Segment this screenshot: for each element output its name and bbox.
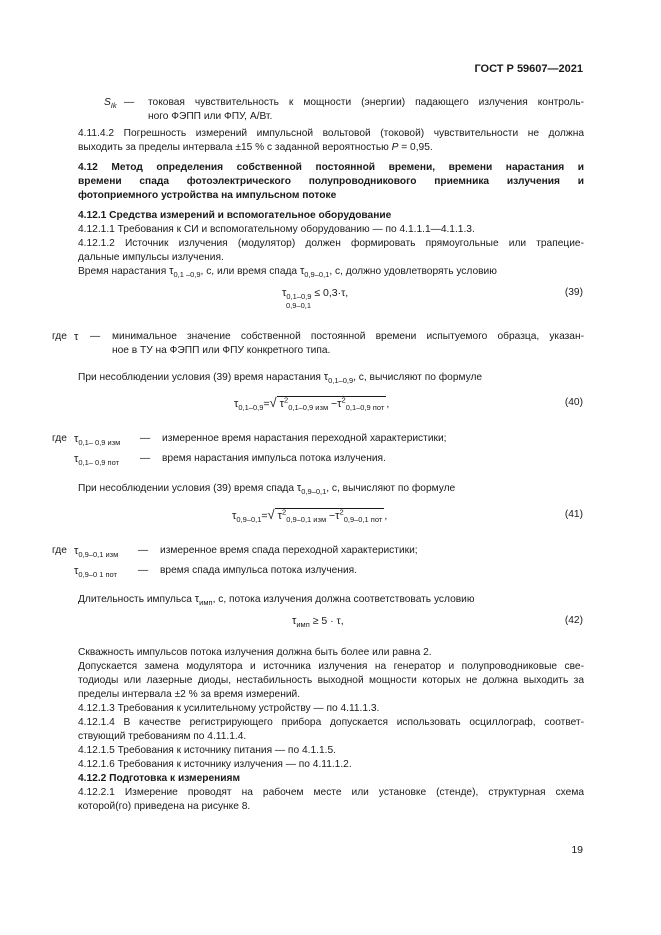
- paragraph-line: 4.12.2.1 Измерение проводят на рабочем месте или установке (стенде), структурная схема: [78, 787, 584, 798]
- definition-dash: —: [90, 331, 101, 342]
- paragraph-4-12-1-6: 4.12.1.6 Требования к источнику излучения — по 4.11.1.2.: [78, 759, 352, 770]
- formula-40: $\tau_{0,1-0,9}=√$ $\tau^2_{0,1-0,9 изм} -\tau^2_{0,1-0,9 пот}$ ,: [234, 395, 390, 413]
- paragraph-4-12-1-1: 4.12.1.1 Требования к СИ и вспомогательному оборудованию — по 4.1.1.1—4.1.1.3.: [78, 224, 475, 235]
- symbol-s: $S_{Ik}$: [104, 97, 117, 111]
- paragraph-line: тодиоды или лазерные диоды, нестабильность выходной мощности которых не должна выходить за: [78, 675, 584, 686]
- paragraph-line: ствующий требованиям по 4.11.1.4.: [78, 731, 247, 742]
- definition-dash: —: [140, 453, 151, 464]
- where-label: где: [52, 545, 67, 556]
- formula-41: $\tau_{0,9-0,1}=√$ $\tau^2_{0,9-0,1 изм} -\tau^2_{0,9-0,1 пот}$ ,: [232, 507, 388, 525]
- definition-line: ного ФЭПП или ФПУ, А/Вт.: [148, 111, 273, 122]
- formula-number-39: (39): [564, 287, 583, 298]
- tau-fall-flux-symbol: $\tau_{0,9-0 1 пот}$: [74, 565, 117, 580]
- rise-condition-text: При несоблюдении условия (39) время нарастания $\tau_{0,1-0,9}$, с, вычисляют по формуле: [78, 371, 483, 386]
- paragraph-line: которой(го) приведена на рисунке 8.: [78, 801, 251, 812]
- formula-39: $\tau_{0,1-0,9} \le 0,3\cdot\tau$,: [282, 287, 349, 302]
- document-code: ГОСТ Р 59607—2021: [474, 63, 583, 75]
- tau-symbol: τ: [74, 331, 79, 343]
- paragraph-4-12-2-1: [78, 786, 584, 814]
- paragraph-4-12-1-4: [78, 716, 584, 744]
- paragraph-duty-cycle: Скважность импульсов потока излучения должна быть более или равна 2.: [78, 647, 432, 658]
- heading-line: 4.12 Метод определения собственной постоянной времени, времени нарастания и: [78, 162, 584, 173]
- formula-number-40: (40): [564, 397, 583, 408]
- definition-text: время спада импульса потока излучения.: [160, 565, 358, 576]
- paragraph-line: выходить за пределы интервала ±15 % с заданной вероятностью P = 0,95.: [78, 142, 433, 153]
- pulse-duration-text: Длительность импульса $\tau_{имп}$, с, потока излучения должна соответствовать условию: [78, 593, 475, 608]
- paragraph-line: 4.12.1.4 В качестве регистрирующего прибора допускается использовать осциллограф, соответ-: [78, 717, 584, 728]
- formula-number-41: (41): [564, 509, 583, 520]
- tau-fall-measured-symbol: $\tau_{0,9-0,1 изм}$: [74, 545, 119, 560]
- definition-line: минимальное значение собственной постоянной времени испытуемого образца, указан-: [112, 331, 584, 342]
- section-heading-4-12: [78, 161, 584, 203]
- rise-fall-condition-text: Время нарастания $\tau_{0,1 -0,9}$, с, или время спада $\tau_{0,9-0,1}$, с, должно удовлетворять условию: [78, 265, 497, 280]
- paragraph-line: пределы интервала ±2 % за время измерений.: [78, 689, 301, 700]
- paragraph-4-11-4-2: [78, 127, 584, 155]
- definition-dash: —: [138, 565, 149, 576]
- where-label: где: [52, 433, 67, 444]
- page-number: 19: [571, 844, 583, 856]
- where-label: где: [52, 331, 67, 342]
- definition-dash: —: [140, 433, 151, 444]
- heading-line: фотоприемного устройства на импульсном потоке: [78, 190, 337, 201]
- paragraph-4-12-1-5: 4.12.1.5 Требования к источнику питания — по 4.1.1.5.: [78, 745, 336, 756]
- where-40-definitions: [52, 432, 584, 466]
- definition-dash: —: [138, 545, 149, 556]
- section-heading-4-12-2: 4.12.2 Подготовка к измерениям: [78, 773, 241, 784]
- definition-text: измеренное время нарастания переходной характеристики;: [162, 433, 447, 444]
- fall-condition-text: При несоблюдении условия (39) время спада $\tau_{0,9-0,1}$, с, вычисляют по формуле: [78, 482, 456, 497]
- formula-number-42: (42): [564, 615, 583, 626]
- formula-42: $\tau_{имп} \ge 5 \cdot \tau$,: [292, 615, 344, 630]
- tau-rise-measured-symbol: $\tau_{0,1- 0,9 изм}$: [74, 433, 121, 448]
- paragraph-4-12-1-3: 4.12.1.3 Требования к усилительному устройству — по 4.11.1.3.: [78, 703, 380, 714]
- heading-line: времени спада фотоэлектрического полупроводникового приемника излучения и: [78, 176, 584, 187]
- tau-rise-flux-symbol: $\tau_{0,1- 0,9 пот}$: [74, 453, 120, 468]
- where-41-definitions: [52, 544, 584, 578]
- paragraph-line: дальные импульсы излучения.: [78, 252, 224, 263]
- definition-text: время нарастания импульса потока излучения.: [162, 453, 386, 464]
- definition-dash: —: [124, 97, 135, 108]
- definition-line: ное в ТУ на ФЭПП или ФПУ конкретного типа.: [112, 345, 331, 356]
- paragraph-line: 4.11.4.2 Погрешность измерений импульсной вольтовой (токовой) чувствительности не должна: [78, 128, 584, 139]
- paragraph-line: 4.12.1.2 Источник излучения (модулятор) должен формировать прямоугольные или трапецие-: [78, 238, 584, 249]
- formula-39-second-subscript: 0,9–0,1: [286, 301, 312, 310]
- paragraph-replacement: [78, 660, 584, 702]
- paragraph-line: Допускается замена модулятора и источника излучения на генератор и полупроводниковые све-: [78, 661, 584, 672]
- definition-text: измеренное время спада переходной характеристики;: [160, 545, 418, 556]
- paragraph-4-12-1-2: [78, 237, 584, 265]
- section-heading-4-12-1: 4.12.1 Средства измерений и вспомогательное оборудование: [78, 210, 392, 221]
- definition-line: токовая чувствительность к мощности (энергии) падающего излучения контроль-: [148, 97, 584, 108]
